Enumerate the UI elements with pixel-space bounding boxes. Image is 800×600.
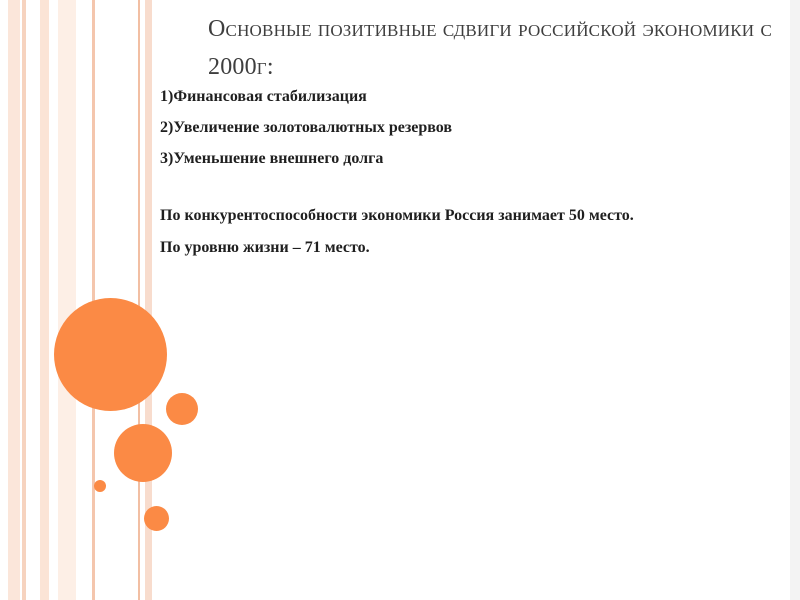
decorative-circle-tiny [94, 480, 106, 492]
decorative-stripe [58, 0, 76, 600]
decorative-stripe [22, 0, 26, 600]
decorative-circle-medium [114, 424, 172, 482]
decorative-circle-large [54, 298, 167, 411]
list-item: 3)Уменьшение внешнего долга [160, 150, 384, 167]
spacer [160, 179, 730, 203]
decorative-circle-small [166, 393, 198, 425]
list-item: 2)Увеличение золотовалютных резервов [160, 119, 453, 136]
paragraph-competitiveness: По конкурентоспособности экономики Россия занимает 50 место. [160, 207, 634, 224]
list-item: 1)Финансовая стабилизация [160, 88, 367, 105]
decorative-circle-bottom [144, 506, 169, 531]
slide-right-edge [790, 0, 800, 600]
decorative-stripe [138, 0, 140, 600]
slide-title: Основные позитивные сдвиги российской экономики с 2000г: [208, 16, 772, 80]
decorative-stripe [40, 0, 49, 600]
decorative-stripe [8, 0, 20, 600]
slide-content [160, 86, 730, 267]
paragraph-living-standard: По уровню жизни – 71 место. [160, 239, 370, 256]
